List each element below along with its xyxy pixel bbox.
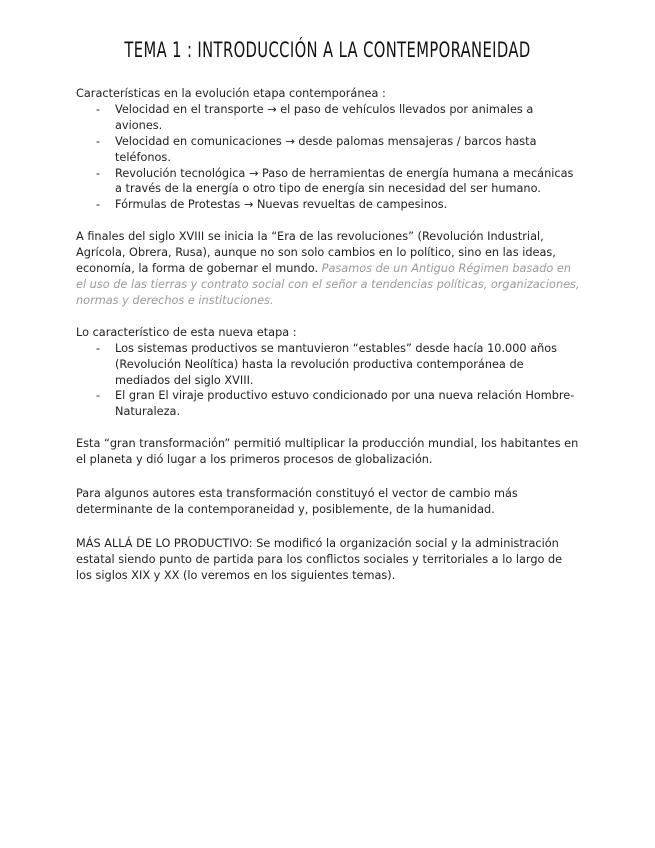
list-item: - Fórmulas de Protestas → Nuevas revueltas de campesinos. <box>76 197 581 213</box>
paragraph-beyond-productive: MÁS ALLÁ DE LO PRODUCTIVO: Se modificó la organización social y la administración estatal siendo punto de partida para los conflictos sociales y territoriales a lo largo de los siglos XIX y XX (lo veremos en los siguientes temas). <box>76 536 563 582</box>
list-item: - El gran El viraje productivo estuvo condicionado por una nueva relación Hombre-Naturaleza. <box>76 388 581 420</box>
annotation-note: Pasamos de un Antiguo Régimen basado en el uso de las tierras y contrato social con el señor a tendencias políticas, organizaciones, normas y derechos e instituciones. <box>76 262 580 307</box>
paragraph-revolutions <box>76 229 581 309</box>
section-heading-characteristics: Características en la evolución etapa contemporánea : <box>76 87 386 100</box>
characteristics-list <box>76 102 581 213</box>
section-heading-new-stage: Lo característico de esta nueva etapa : <box>76 325 297 339</box>
page-title: TEMA 1 : INTRODUCCIÓN A LA CONTEMPORANEIDAD <box>124 38 531 62</box>
list-item: - Velocidad en el transporte → el paso de vehículos llevados por animales a aviones. <box>76 102 581 134</box>
paragraph-great-transformation: Esta “gran transformación” permitió multiplicar la producción mundial, los habitantes en el planeta y dió lugar a los primeros procesos de globalización. <box>76 437 579 467</box>
paragraph-text: A finales del siglo XVIII se inicia la “Era de las revoluciones” (Revolución Industrial, Agrícola, Obrera, Rusa), aunque no son solo cambios en lo político, sino en las ideas, economía, la forma de gobernar el mundo. <box>76 230 556 276</box>
new-stage-list <box>76 341 581 421</box>
list-item: - Los sistemas productivos se mantuvieron “estables” desde hacía 10.000 años (Revolución Neolítica) hasta la revolución productiva contemporánea de mediados del siglo XVIII. <box>76 341 581 389</box>
list-item: - Revolución tecnológica → Paso de herramientas de energía humana a mecánicas a través de la energía o otro tipo de energía sin necesidad del ser humano. <box>76 166 581 198</box>
paragraph-authors: Para algunos autores esta transformación constituyó el vector de cambio más determinante de la contemporaneidad y, posiblemente, de la humanidad. <box>76 487 518 516</box>
document-body <box>76 86 581 584</box>
list-item: - Velocidad en comunicaciones → desde palomas mensajeras / barcos hasta teléfonos. <box>76 134 581 166</box>
